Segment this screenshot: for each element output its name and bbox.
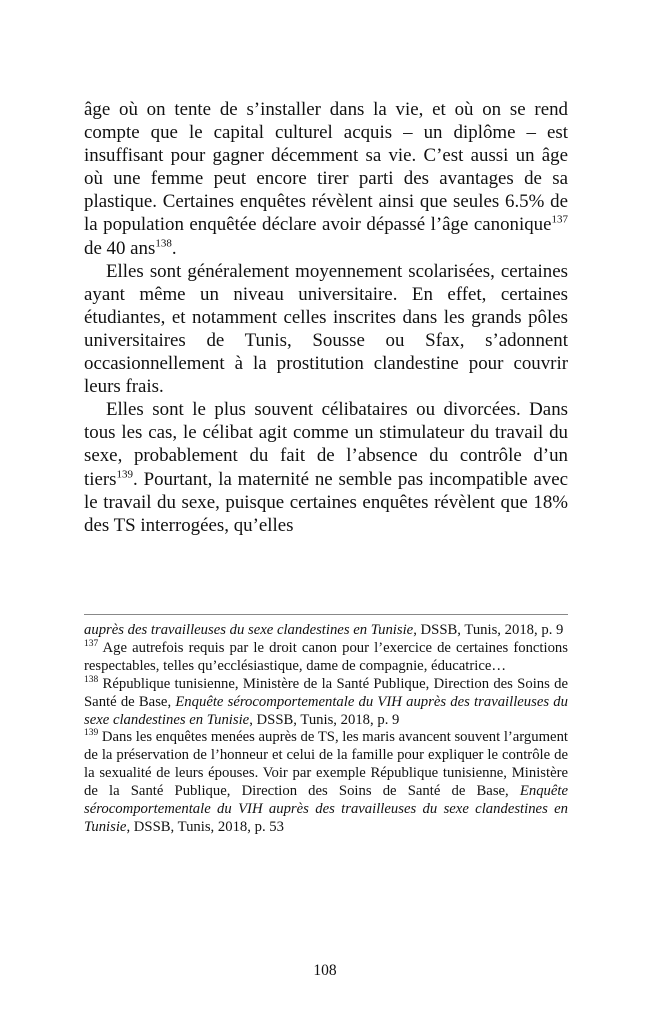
footnote-continuation (84, 622, 568, 640)
paragraph-3-text-a: Elles sont le plus souvent célibataires ou divorcées. Dans tous les cas, le célibat agit comme un stimulateur du travail du sexe, probablement du fait de l’absence du contrôle d’un tiers (84, 399, 568, 490)
page-body (84, 98, 568, 537)
footnote-continuation-rest: , DSSB, Tunis, 2018, p. 9 (413, 622, 564, 638)
paragraph-1-text-b: de 40 ans (84, 237, 156, 259)
footnote-137-number: 137 (84, 639, 99, 650)
footnote-137-text: Age autrefois requis par le droit canon pour l’exercice de certaines fonctions respectables, telles qu’ecclésiastique, dame de compagnie, éducatrice… (84, 639, 568, 674)
footnote-ref-139[interactable]: 139 (116, 468, 134, 481)
footnotes (84, 622, 568, 837)
footnote-ref-138[interactable]: 138 (155, 237, 172, 250)
footnote-continuation-title: auprès des travailleuses du sexe clandestines en Tunisie (84, 622, 414, 638)
footnote-138 (84, 676, 568, 730)
footnote-137 (84, 640, 568, 676)
paragraph-1 (84, 98, 568, 260)
page-number: 108 (313, 962, 337, 979)
footnote-139-title: Enquête sérocomportementale du VIH auprès des travailleuses du sexe clandestines en Tunisie (84, 783, 568, 835)
footnote-139 (84, 729, 568, 836)
paragraph-1-text-a: âge où on tente de s’installer dans la vie, et où on se rend compte que le capital culturel acquis – un diplôme – est insuffisant pour gagner décemment sa vie. C’est aussi un âge où une femme peut encore tirer parti des avantages de sa plastique. Certaines enquêtes révèlent ainsi que seules 6.5% de la population enquêtée déclare avoir dépassé l’âge canonique (84, 99, 568, 236)
footnote-separator (84, 614, 568, 615)
main-text (84, 98, 568, 537)
paragraph-3-text-b: . Pourtant, la maternité ne semble pas incompatible avec le travail du sexe, puisque certaines enquêtes révèlent que 18% des TS interrogées, qu’elles (84, 468, 568, 536)
footnote-138-title: Enquête sérocomportementale du VIH auprès des travailleuses du sexe clandestines en Tunisie (84, 693, 568, 728)
footnote-139-text: Dans les enquêtes menées auprès de TS, les maris avancent souvent l’argument de la préservation de l’honneur et celui de la famille pour expliquer le contrôle de la sexualité de leurs épouses. Voir par exemple République tunisienne, Ministère de la Santé Publique, Direction des Soins de Santé de Base, (84, 729, 568, 800)
footnote-ref-137[interactable]: 137 (551, 214, 568, 227)
paragraph-2: Elles sont généralement moyennement scolarisées, certaines ayant même un niveau universitaire. En effet, certaines étudiantes, et notamment celles inscrites dans les grands pôles universitaires de Tunis, Sousse ou Sfax, s’adonnent occasionnellement à la prostitution clandestine pour couvrir leurs frais. (84, 260, 568, 398)
footnote-139-rest: , DSSB, Tunis, 2018, p. 53 (126, 818, 284, 835)
footnote-139-number: 139 (84, 728, 99, 739)
paragraph-1-text-c: . (171, 237, 177, 259)
paragraph-3 (84, 398, 568, 537)
footnote-138-number: 138 (84, 674, 99, 685)
footnote-138-text: République tunisienne, Ministère de la Santé Publique, Direction des Soins de Santé de Base, (84, 675, 568, 710)
footnote-138-rest: , DSSB, Tunis, 2018, p. 9 (249, 711, 400, 728)
